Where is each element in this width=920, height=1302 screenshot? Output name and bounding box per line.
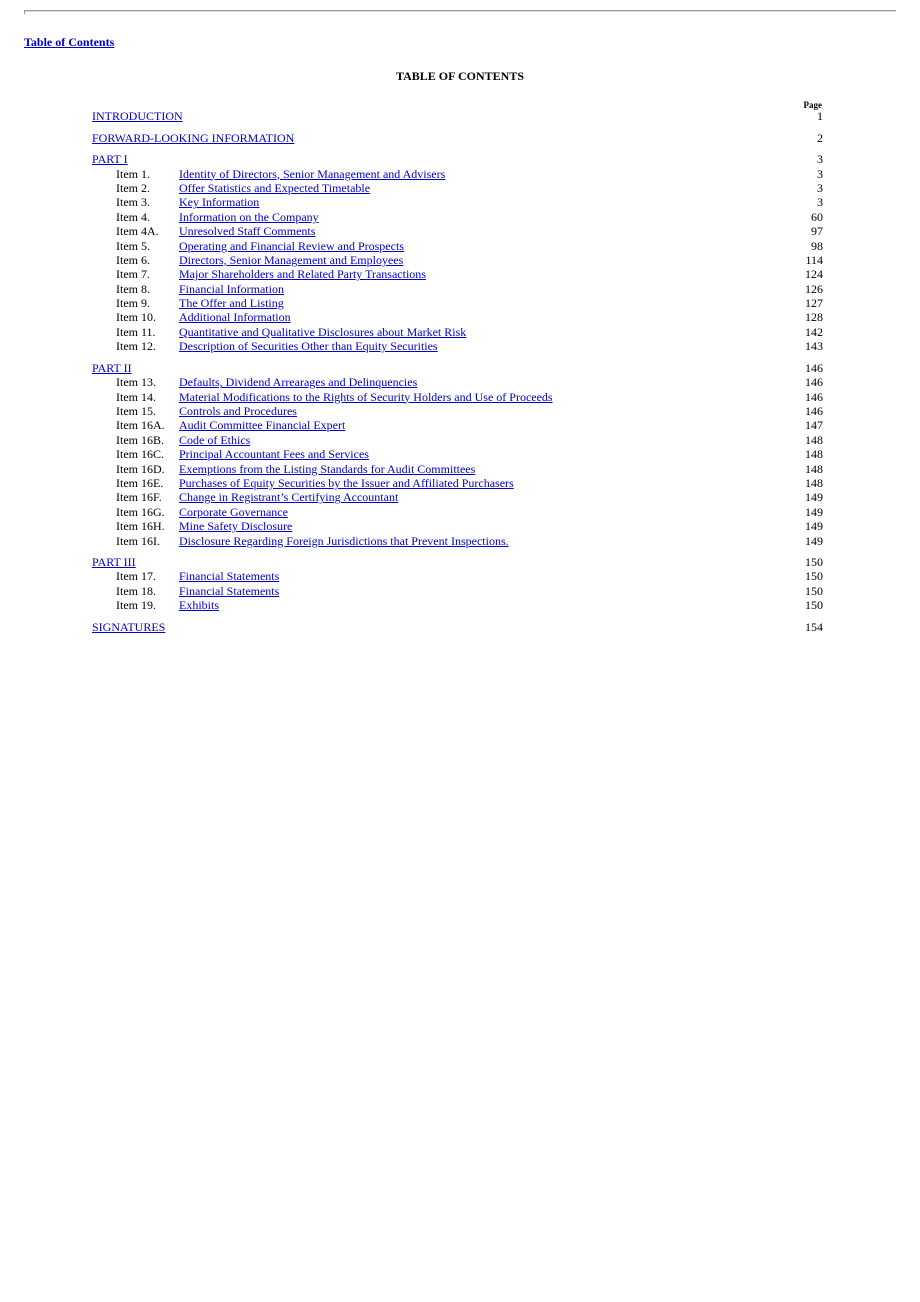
toc-page-number: 1 [817, 109, 823, 123]
top-divider [24, 10, 896, 12]
toc-item-row [92, 584, 823, 598]
toc-item-link[interactable]: Financial Statements [179, 583, 280, 598]
toc-item-link[interactable]: Disclosure Regarding Foreign Jurisdictions that Prevent Inspections. [179, 533, 509, 548]
toc-item-row [92, 224, 823, 238]
toc-item-row [92, 418, 823, 432]
toc-page-number: 146 [805, 403, 823, 418]
toc-page-number: 98 [811, 238, 823, 253]
toc-item-row [92, 447, 823, 461]
toc-item-row [92, 167, 823, 181]
toc-item-link[interactable]: Unresolved Staff Comments [179, 224, 316, 239]
toc-section-row [92, 555, 823, 569]
toc-item-row [92, 325, 823, 339]
toc-page-number: 146 [805, 360, 823, 375]
toc-item-link[interactable]: Description of Securities Other than Equity Securities [179, 339, 438, 354]
toc-item-row [92, 310, 823, 324]
toc-item-number: Item 14. [116, 389, 156, 404]
toc-item-link[interactable]: Key Information [179, 195, 260, 210]
toc-page-number: 142 [805, 324, 823, 339]
toc-page-number: 97 [811, 224, 823, 239]
toc-section-row [92, 131, 823, 145]
toc-item-number: Item 1. [116, 166, 150, 181]
toc-item-link[interactable]: Quantitative and Qualitative Disclosures about Market Risk [179, 324, 467, 339]
toc-page-number: 126 [805, 281, 823, 296]
toc-item-row [92, 253, 823, 267]
toc-item-number: Item 16I. [116, 533, 160, 548]
toc-item-number: Item 8. [116, 281, 150, 296]
toc-page-number: 3 [817, 166, 823, 181]
toc-item-link[interactable]: Financial Information [179, 281, 284, 296]
toc-item-number: Item 6. [116, 252, 150, 267]
toc-item-number: Item 9. [116, 296, 150, 311]
toc-item-number: Item 16F. [116, 490, 162, 505]
toc-item-number: Item 5. [116, 238, 150, 253]
toc-page-number: 150 [805, 583, 823, 598]
toc-item-row [92, 433, 823, 447]
toc-item-number: Item 3. [116, 195, 150, 210]
toc-page-number: 146 [805, 389, 823, 404]
toc-page-number: 149 [805, 533, 823, 548]
toc-item-row [92, 239, 823, 253]
toc-item-row [92, 375, 823, 389]
toc-section-link[interactable]: INTRODUCTION [92, 109, 183, 123]
toc-section-row [92, 152, 823, 166]
toc-section-link[interactable]: PART I [92, 152, 128, 167]
toc-section-row [92, 361, 823, 375]
toc-page-number: 150 [805, 555, 823, 570]
toc-item-row [92, 534, 823, 548]
toc-page-number: 3 [817, 180, 823, 195]
toc-item-number: Item 16G. [116, 504, 165, 519]
toc-item-link[interactable]: Financial Statements [179, 569, 280, 584]
toc-page-number: 146 [805, 375, 823, 390]
toc-page-number: 149 [805, 519, 823, 534]
toc-item-number: Item 11. [116, 324, 156, 339]
toc-item-link[interactable]: Purchases of Equity Securities by the Issuer and Affiliated Purchasers [179, 475, 514, 490]
toc-page-number: 143 [805, 339, 823, 354]
toc-page-number: 3 [817, 195, 823, 210]
toc-item-number: Item 16A. [116, 418, 165, 433]
toc-page-number: 2 [817, 130, 823, 145]
toc-page-number: 148 [805, 432, 823, 447]
toc-item-row [92, 282, 823, 296]
toc-item-number: Item 17. [116, 569, 156, 584]
toc-item-link[interactable]: Exemptions from the Listing Standards for Audit Committees [179, 461, 476, 476]
toc-item-number: Item 13. [116, 375, 156, 390]
page-title: TABLE OF CONTENTS [395, 69, 525, 83]
toc-item-link[interactable]: Corporate Governance [179, 504, 288, 519]
toc-item-row [92, 462, 823, 476]
toc-item-row [92, 490, 823, 504]
toc-item-row [92, 505, 823, 519]
toc-item-link[interactable]: Directors, Senior Management and Employees [179, 252, 404, 267]
toc-item-number: Item 2. [116, 180, 150, 195]
toc-item-number: Item 12. [116, 339, 156, 354]
toc-page-number: 114 [805, 252, 823, 267]
toc-item-row [92, 296, 823, 310]
toc-section-link[interactable]: PART III [92, 555, 136, 570]
toc-item-row [92, 210, 823, 224]
toc-section-link[interactable]: PART II [92, 360, 132, 375]
toc-item-link[interactable]: Mine Safety Disclosure [179, 519, 293, 534]
toc-page-number: 147 [805, 418, 823, 433]
toc-item-number: Item 16H. [116, 519, 165, 534]
toc-item-link[interactable]: The Offer and Listing [179, 296, 284, 311]
toc-page-number: 148 [805, 475, 823, 490]
toc-item-number: Item 4A. [116, 224, 159, 239]
toc-item-row [92, 404, 823, 418]
toc-item-row [92, 569, 823, 583]
toc-item-number: Item 15. [116, 403, 156, 418]
toc-page-number: 3 [817, 152, 823, 167]
toc-page-number: 150 [805, 598, 823, 613]
toc-page-number: 124 [805, 267, 823, 282]
toc-item-row [92, 195, 823, 209]
toc-item-row [92, 267, 823, 281]
toc-item-row [92, 339, 823, 353]
toc-item-number: Item 16D. [116, 461, 165, 476]
toc-section-link[interactable]: FORWARD-LOOKING INFORMATION [92, 130, 295, 145]
toc-item-number: Item 16C. [116, 447, 164, 462]
toc-page-number: 128 [805, 310, 823, 325]
toc-item-row [92, 598, 823, 612]
toc-page-number: 127 [805, 296, 823, 311]
toc-item-link[interactable]: Offer Statistics and Expected Timetable [179, 180, 371, 195]
toc-page-number: 149 [805, 490, 823, 505]
toc-item-row [92, 390, 823, 404]
toc-item-link[interactable]: Controls and Procedures [179, 403, 297, 418]
toc-item-number: Item 16B. [116, 432, 164, 447]
toc-item-row [92, 476, 823, 490]
toc-item-link[interactable]: Defaults, Dividend Arrearages and Delinquencies [179, 375, 418, 390]
toc-item-link[interactable]: Audit Committee Financial Expert [179, 418, 346, 433]
toc-item-number: Item 16E. [116, 475, 164, 490]
toc-item-link[interactable]: Principal Accountant Fees and Services [179, 447, 369, 462]
toc-item-number: Item 7. [116, 267, 150, 282]
toc-section-row [92, 109, 823, 123]
toc-item-row [92, 519, 823, 533]
toc-item-number: Item 18. [116, 583, 156, 598]
toc-item-link[interactable]: Material Modifications to the Rights of Security Holders and Use of Proceeds [179, 389, 553, 404]
toc-item-link[interactable]: Additional Information [179, 310, 291, 325]
toc-section-link[interactable]: SIGNATURES [92, 619, 166, 634]
toc-item-link[interactable]: Identity of Directors, Senior Management and Advisers [179, 166, 446, 181]
toc-item-number: Item 10. [116, 310, 156, 325]
page-column-header: Page [803, 100, 822, 110]
toc-page-number: 149 [805, 504, 823, 519]
toc-item-link[interactable]: Operating and Financial Review and Prospects [179, 238, 404, 253]
toc-item-link[interactable]: Change in Registrant’s Certifying Accountant [179, 490, 399, 505]
toc-page-number: 148 [805, 447, 823, 462]
toc-item-link[interactable]: Exhibits [179, 598, 220, 613]
toc-list [92, 109, 823, 634]
toc-item-link[interactable]: Major Shareholders and Related Party Transactions [179, 267, 426, 282]
toc-page-number: 150 [805, 569, 823, 584]
toc-item-link[interactable]: Information on the Company [179, 209, 319, 224]
toc-page-number: 60 [811, 209, 823, 224]
toc-section-row [92, 620, 823, 634]
toc-item-row [92, 181, 823, 195]
toc-page-number: 148 [805, 461, 823, 476]
toc-item-number: Item 19. [116, 598, 156, 613]
toc-item-link[interactable]: Code of Ethics [179, 432, 251, 447]
toc-page-number: 154 [805, 619, 823, 634]
toc-item-number: Item 4. [116, 209, 150, 224]
table-of-contents-link[interactable]: Table of Contents [24, 35, 115, 49]
